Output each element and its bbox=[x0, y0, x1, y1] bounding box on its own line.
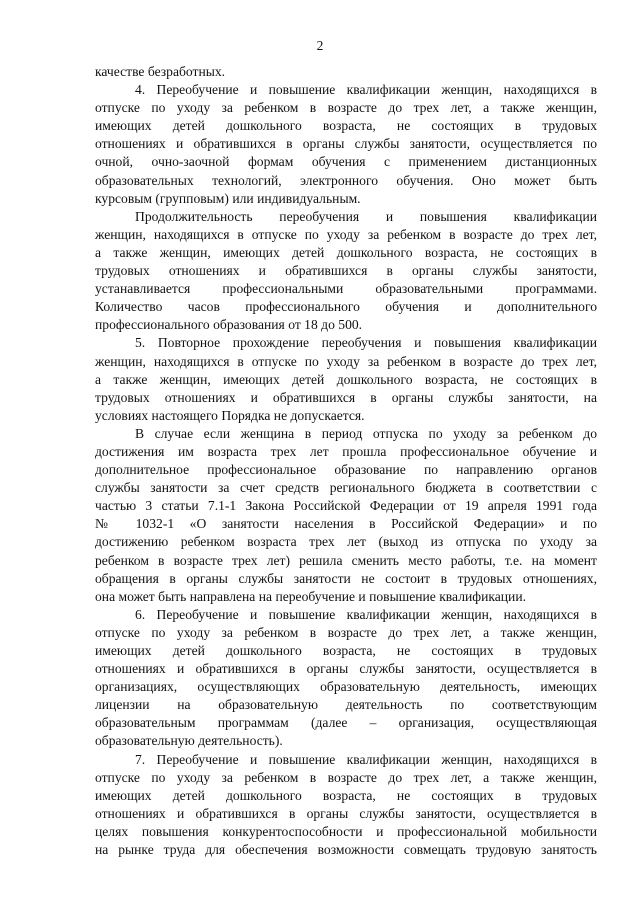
text-line: службы занятости за счет средств регионального бюджета в соответствии с bbox=[95, 480, 597, 496]
text-line: а также женщин, имеющих детей дошкольного возраста, не состоящих в bbox=[95, 244, 597, 260]
text-line: № 1032-1 «О занятости населения в Российской Федерации» и по bbox=[95, 516, 597, 532]
text-line: 7. Переобучение и повышение квалификации женщин, находящихся в bbox=[135, 751, 597, 767]
text-line: условиях настоящего Порядка не допускается. bbox=[95, 407, 365, 423]
text-line: образовательных технологий, электронного обучения. Оно может быть bbox=[95, 172, 597, 188]
text-line: отношениях и обратившихся в органы службы занятости, осуществляется по bbox=[95, 136, 597, 152]
text-line: образовательную деятельность). bbox=[95, 733, 283, 749]
text-line: 6. Переобучение и повышение квалификации женщин, находящихся в bbox=[135, 606, 597, 622]
text-line: курсовым (групповым) или индивидуальным. bbox=[95, 190, 361, 206]
text-line: организациях, осуществляющих образовательную деятельность, имеющих bbox=[95, 679, 597, 695]
text-line: 4. Переобучение и повышение квалификации женщин, находящихся в bbox=[135, 82, 597, 98]
text-line: 5. Повторное прохождение переобучения и повышения квалификации bbox=[135, 335, 597, 351]
text-line: лицензии на образовательную деятельность по соответствующим bbox=[95, 697, 597, 713]
text-line: женщин, находящихся в отпуске по уходу за ребенком в возрасте до трех лет, bbox=[95, 226, 597, 242]
text-line: достижения им возраста трех лет прошла профессиональное обучение и bbox=[95, 443, 597, 459]
text-line: качестве безработных. bbox=[95, 64, 226, 79]
text-line: женщин, находящихся в отпуске по уходу за ребенком в возрасте до трех лет, bbox=[95, 353, 597, 369]
text-line: обращения в органы службы занятости не состоит в трудовых отношениях, bbox=[95, 570, 597, 586]
text-line: отпуске по уходу за ребенком в возрасте до трех лет, а также женщин, bbox=[95, 769, 597, 785]
text-line: имеющих детей дошкольного возраста, не состоящих в трудовых bbox=[95, 118, 597, 134]
text-line: отношениях и обратившихся в органы службы занятости, осуществляется в bbox=[95, 661, 597, 677]
text-line: на рынке труда для обеспечения возможности совмещать трудовую занятость bbox=[95, 842, 597, 858]
text-line: отпуске по уходу за ребенком в возрасте до трех лет, а также женщин, bbox=[95, 100, 597, 116]
text-line: достижению ребенком возраста трех лет (выход из отпуска по уходу за bbox=[95, 534, 597, 550]
text-line: частью 3 статьи 7.1-1 Закона Российской Федерации от 19 апреля 1991 года bbox=[95, 498, 597, 514]
text-line: целях повышения конкурентоспособности и профессиональной мобильности bbox=[95, 823, 597, 839]
text-line: устанавливается профессиональными образовательными программами. bbox=[95, 281, 597, 297]
text-line: трудовых отношениях и обратившихся в органы службы занятости, на bbox=[95, 389, 597, 405]
text-line: Количество часов профессионального обучения и дополнительного bbox=[95, 299, 597, 315]
text-line: а также женщин, имеющих детей дошкольного возраста, не состоящих в bbox=[95, 371, 597, 387]
document-body bbox=[95, 63, 597, 859]
text-line: она может быть направлена на переобучение и повышение квалификации. bbox=[95, 588, 526, 604]
text-line: трудовых отношениях и обратившихся в органы службы занятости, bbox=[95, 263, 597, 279]
text-line: В случае если женщина в период отпуска по уходу за ребенком до bbox=[135, 425, 597, 441]
text-line: Продолжительность переобучения и повышения квалификации bbox=[135, 208, 597, 224]
text-line: очной, очно-заочной формам обучения с применением дистанционных bbox=[95, 154, 597, 170]
text-line: отношениях и обратившихся в органы службы занятости, осуществляется в bbox=[95, 805, 597, 821]
text-line: имеющих детей дошкольного возраста, не состоящих в трудовых bbox=[95, 787, 597, 803]
text-line: отпуске по уходу за ребенком в возрасте до трех лет, а также женщин, bbox=[95, 624, 597, 640]
text-line: профессионального образования от 18 до 500. bbox=[95, 317, 363, 333]
text-line: дополнительное профессиональное образование по направлению органов bbox=[95, 462, 597, 478]
page-number: 2 bbox=[316, 38, 324, 53]
text-line: образовательным программам (далее – организация, осуществляющая bbox=[95, 715, 597, 731]
text-line: ребенком в возрасте трех лет) решила сменить место работы, т.е. на момент bbox=[95, 552, 597, 568]
text-line: имеющих детей дошкольного возраста, не состоящих в трудовых bbox=[95, 643, 597, 658]
